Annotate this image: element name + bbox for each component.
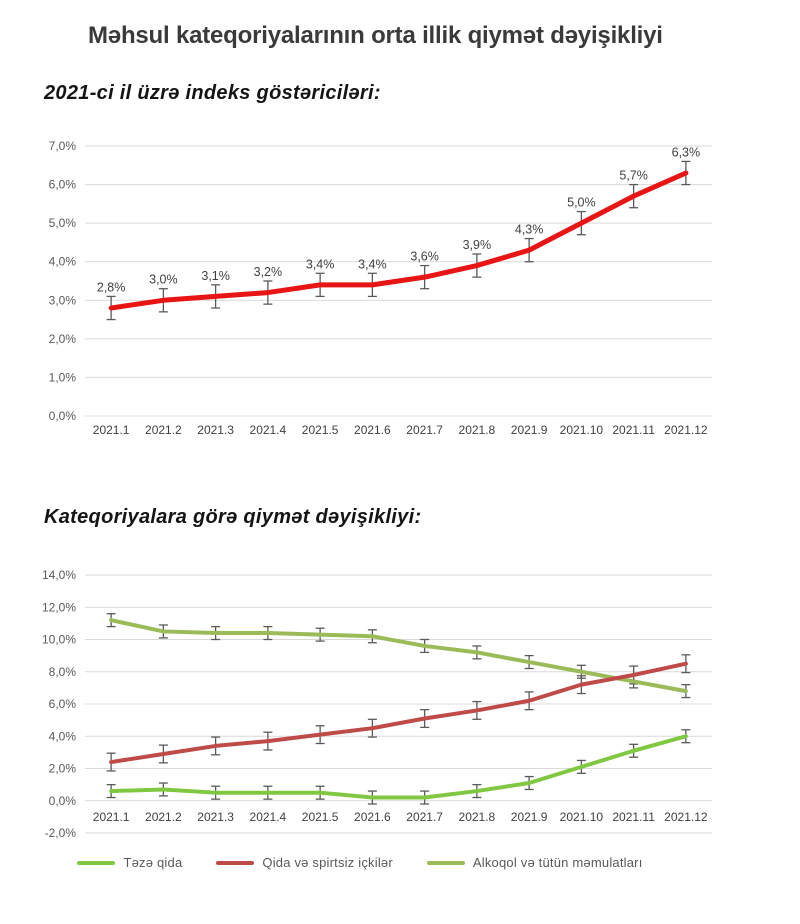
data-label: 3,2% [253, 265, 283, 279]
x-tick-label: 2021.1 [92, 810, 130, 824]
x-tick-label: 2021.8 [458, 423, 496, 437]
x-tick-label: 2021.10 [559, 810, 604, 824]
y-tick-label: 1,0% [48, 370, 76, 385]
x-tick-label: 2021.4 [249, 423, 287, 437]
x-tick-label: 2021.7 [406, 423, 443, 437]
y-tick-label: 6,0% [48, 177, 76, 192]
x-tick-label: 2021.2 [145, 810, 182, 824]
section-subtitle-categories: Kateqoriyalara görə qiymət dəyişikliyi: [44, 506, 422, 528]
annual-index-line-chart [0, 130, 800, 452]
y-tick-label: 5,0% [48, 216, 76, 231]
legend-label: Təzə qida [123, 855, 183, 870]
legend-label: Qida və spirtsiz içkilər [262, 855, 393, 870]
legend-swatch-green-icon [77, 861, 115, 865]
legend-swatch-red-icon [216, 861, 254, 865]
data-label: 4,3% [514, 222, 544, 237]
data-label: 3,4% [305, 257, 335, 272]
x-tick-label: 2021.3 [197, 423, 234, 437]
y-tick-label: 0,0% [48, 409, 76, 423]
x-tick-label: 2021.11 [612, 423, 655, 437]
y-tick-label: 8,0% [48, 664, 76, 679]
data-label: 5,0% [567, 195, 596, 210]
legend-label: Alkoqol və tütün məmulatları [472, 855, 643, 870]
x-tick-label: 2021.10 [559, 423, 604, 437]
chart-legend [20, 855, 700, 870]
data-label: 5,7% [619, 168, 648, 183]
category-price-line-chart [0, 558, 800, 850]
legend-swatch-olive-icon [427, 861, 465, 865]
data-label: 3,9% [462, 238, 492, 252]
x-tick-label: 2021.5 [301, 810, 339, 824]
y-tick-label: 4,0% [48, 729, 76, 744]
section-subtitle-annual-index: 2021-ci il üzrə indeks göstəriciləri: [44, 82, 381, 104]
x-tick-label: 2021.1 [92, 423, 130, 437]
data-label: 6,3% [671, 145, 701, 160]
series-line-qida-və-spirtsiz-içkilər [111, 664, 686, 762]
x-tick-label: 2021.5 [301, 423, 339, 437]
y-tick-label: 4,0% [48, 254, 76, 269]
x-tick-label: 2021.9 [510, 810, 548, 824]
y-tick-label: 2,0% [48, 761, 76, 776]
series-line-index [111, 173, 686, 308]
series-line-təzə-qida [111, 736, 686, 797]
x-tick-label: 2021.6 [354, 810, 391, 824]
y-tick-label: 10,0% [41, 632, 76, 647]
x-tick-label: 2021.9 [510, 423, 548, 437]
x-tick-label: 2021.6 [354, 423, 391, 437]
data-label: 2,8% [96, 280, 126, 295]
legend-item-alkoqol-ve-tutun [427, 855, 643, 870]
y-tick-label: 12,0% [41, 600, 76, 615]
x-tick-label: 2021.12 [664, 423, 708, 437]
x-tick-label: 2021.7 [406, 810, 443, 824]
x-tick-label: 2021.8 [458, 810, 496, 824]
y-tick-label: 14,0% [41, 568, 76, 582]
page-title: Məhsul kateqoriyalarının orta illik qiymət dəyişikliyi [88, 22, 663, 49]
legend-item-teze-qida [77, 855, 182, 870]
y-tick-label: 6,0% [48, 697, 76, 711]
data-label: 3,0% [149, 272, 178, 287]
data-label: 3,6% [410, 249, 439, 264]
x-tick-label: 2021.4 [249, 810, 287, 824]
x-tick-label: 2021.2 [145, 423, 182, 437]
data-label: 3,1% [201, 268, 230, 283]
y-tick-label: 3,0% [48, 293, 76, 308]
data-label: 3,4% [358, 257, 387, 272]
x-tick-label: 2021.12 [664, 810, 708, 824]
y-tick-label: -2,0% [44, 826, 76, 840]
x-tick-label: 2021.11 [612, 810, 655, 824]
y-tick-label: 0,0% [48, 793, 76, 808]
x-tick-label: 2021.3 [197, 810, 234, 824]
legend-item-qida-ve-spirtsiz-ickiler [216, 855, 393, 870]
y-tick-label: 2,0% [48, 331, 76, 346]
y-tick-label: 7,0% [48, 139, 76, 153]
